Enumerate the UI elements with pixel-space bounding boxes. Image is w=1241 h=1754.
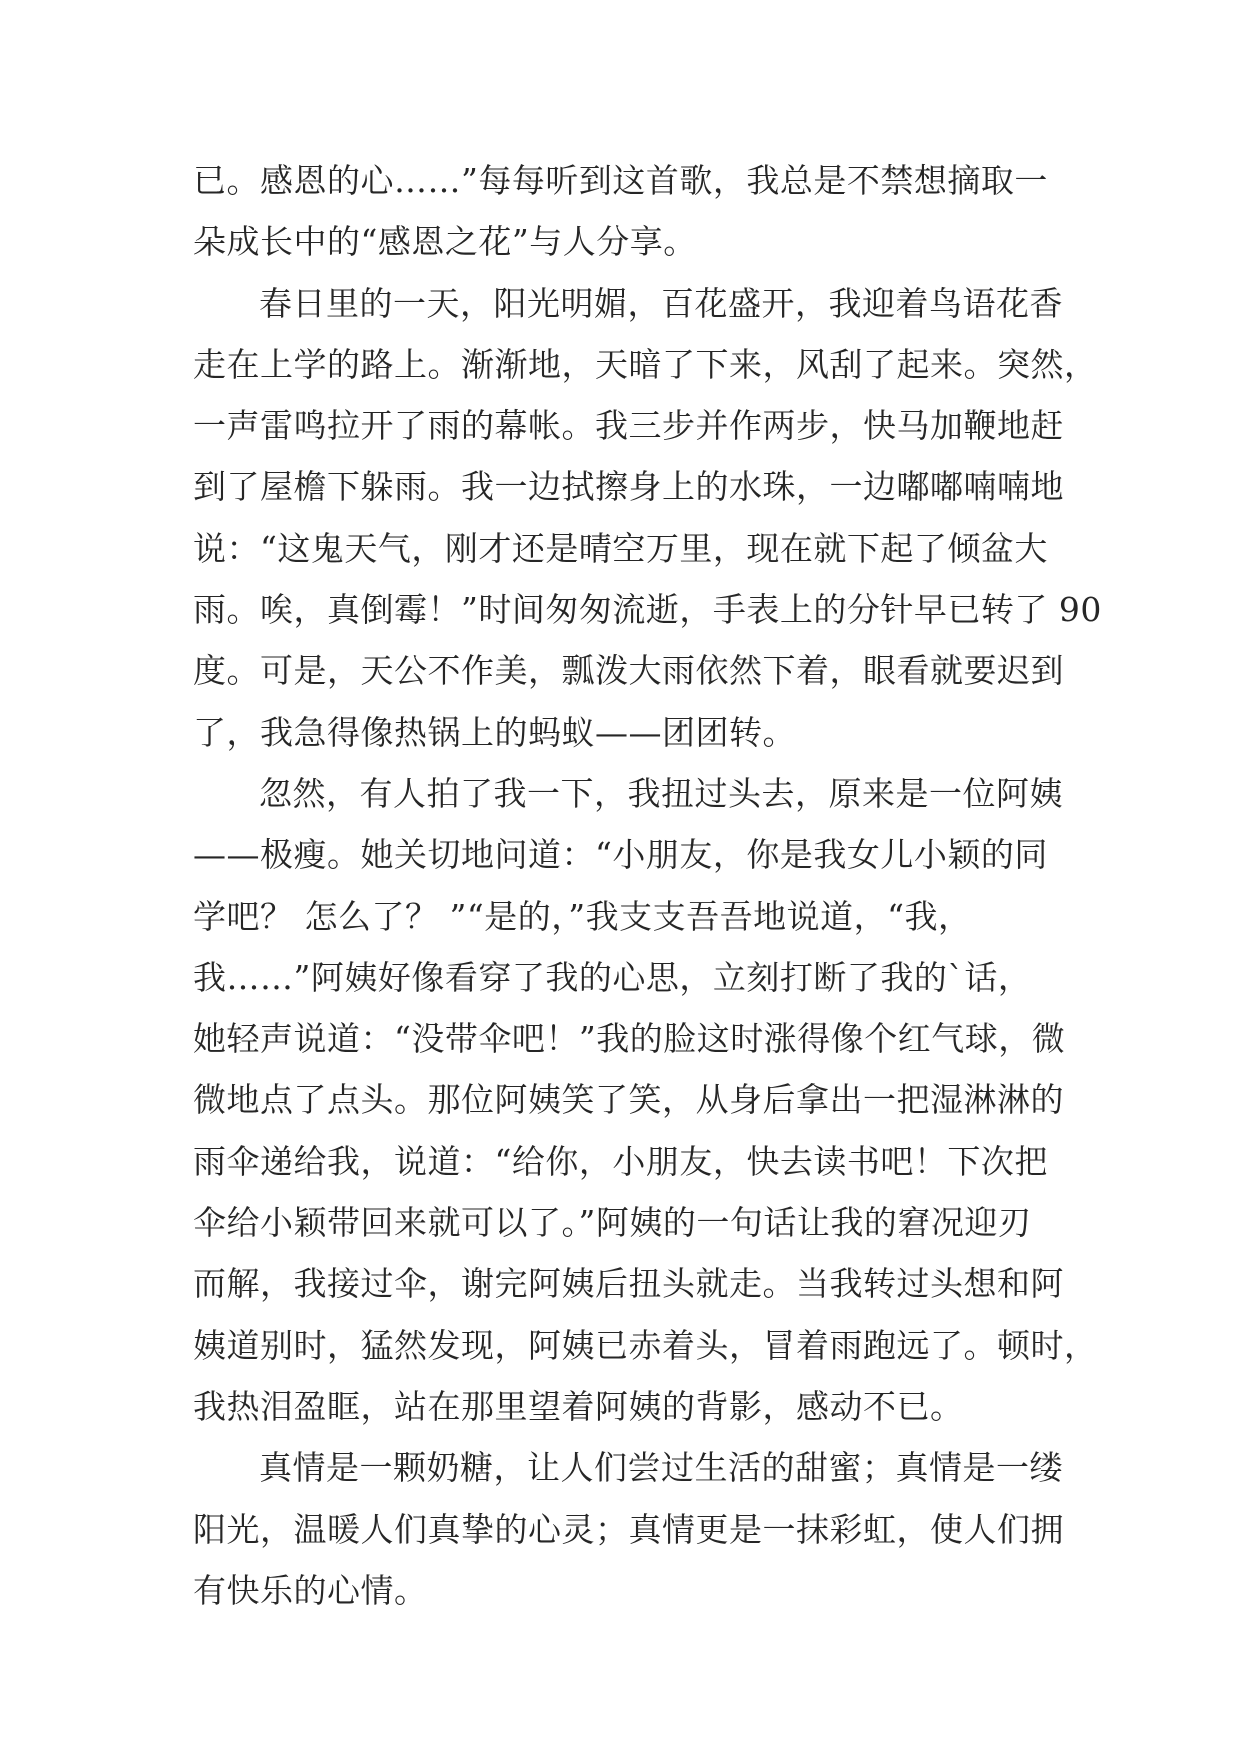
paragraph-3-line-6: 微地点了点头。那位阿姨笑了笑，从身后拿出一把湿淋淋的 xyxy=(193,1080,1064,1120)
paragraph-3-line-3: 学吧？ 怎么了？ ”“是的，”我支支吾吾地说道，“我， xyxy=(193,896,972,936)
paragraph-4-line-2: 阳光，温暖人们真挚的心灵；真情更是一抹彩虹，使人们拥 xyxy=(193,1509,1064,1549)
paragraph-2-line-6: 雨。唉，真倒霉！”时间匆匆流逝，手表上的分针早已转了 90 xyxy=(193,590,1102,630)
paragraph-2-line-4: 到了屋檐下躲雨。我一边拭擦身上的水珠，一边嘟嘟喃喃地 xyxy=(193,467,1064,507)
paragraph-3-line-8: 伞给小颖带回来就可以了。”阿姨的一句话让我的窘况迎刃 xyxy=(193,1203,1032,1243)
paragraph-3-line-1: 忽然，有人拍了我一下，我扭过头去，原来是一位阿姨 xyxy=(259,773,1063,813)
paragraph-3-line-2: ——极瘦。她关切地问道：“小朋友，你是我女儿小颖的同 xyxy=(193,835,1048,875)
paragraph-4-line-1: 真情是一颗奶糖，让人们尝过生活的甜蜜；真情是一缕 xyxy=(259,1448,1063,1488)
paragraph-2-line-7: 度。可是，天公不作美，瓢泼大雨依然下着，眼看就要迟到 xyxy=(193,651,1064,691)
paragraph-2-line-3: 一声雷鸣拉开了雨的幕帐。我三步并作两步，快马加鞭地赶 xyxy=(193,406,1064,446)
paragraph-3-line-9: 而解，我接过伞，谢完阿姨后扭头就走。当我转过头想和阿 xyxy=(193,1264,1064,1304)
paragraph-3-line-11: 我热泪盈眶，站在那里望着阿姨的背影，感动不已。 xyxy=(193,1386,964,1426)
paragraph-2-line-5: 说：“这鬼天气，刚才还是晴空万里，现在就下起了倾盆大 xyxy=(193,528,1048,568)
paragraph-2-line-8: 了，我急得像热锅上的蚂蚁——团团转。 xyxy=(193,712,796,752)
essay-body xyxy=(193,150,1102,1621)
paragraph-1-line-2: 朵成长中的“感恩之花”与人分享。 xyxy=(193,222,697,262)
paragraph-3-line-4: 我……”阿姨好像看穿了我的心思，立刻打断了我的`话， xyxy=(193,957,1032,997)
paragraph-2-line-1: 春日里的一天，阳光明媚，百花盛开，我迎着鸟语花香 xyxy=(259,283,1063,323)
paragraph-1-line-1: 已。感恩的心……”每每听到这首歌，我总是不禁想摘取一 xyxy=(193,161,1048,200)
paragraph-3-line-10: 姨道别时，猛然发现，阿姨已赤着头，冒着雨跑远了。顿时， xyxy=(193,1325,1098,1365)
paragraph-3-line-5: 她轻声说道：“没带伞吧！”我的脸这时涨得像个红气球，微 xyxy=(193,1019,1066,1059)
paragraph-3-line-7: 雨伞递给我，说道：“给你，小朋友，快去读书吧！下次把 xyxy=(193,1141,1048,1181)
paragraph-4-line-3: 有快乐的心情。 xyxy=(193,1570,428,1610)
paragraph-2-line-2: 走在上学的路上。渐渐地，天暗了下来，风刮了起来。突然， xyxy=(193,344,1098,384)
